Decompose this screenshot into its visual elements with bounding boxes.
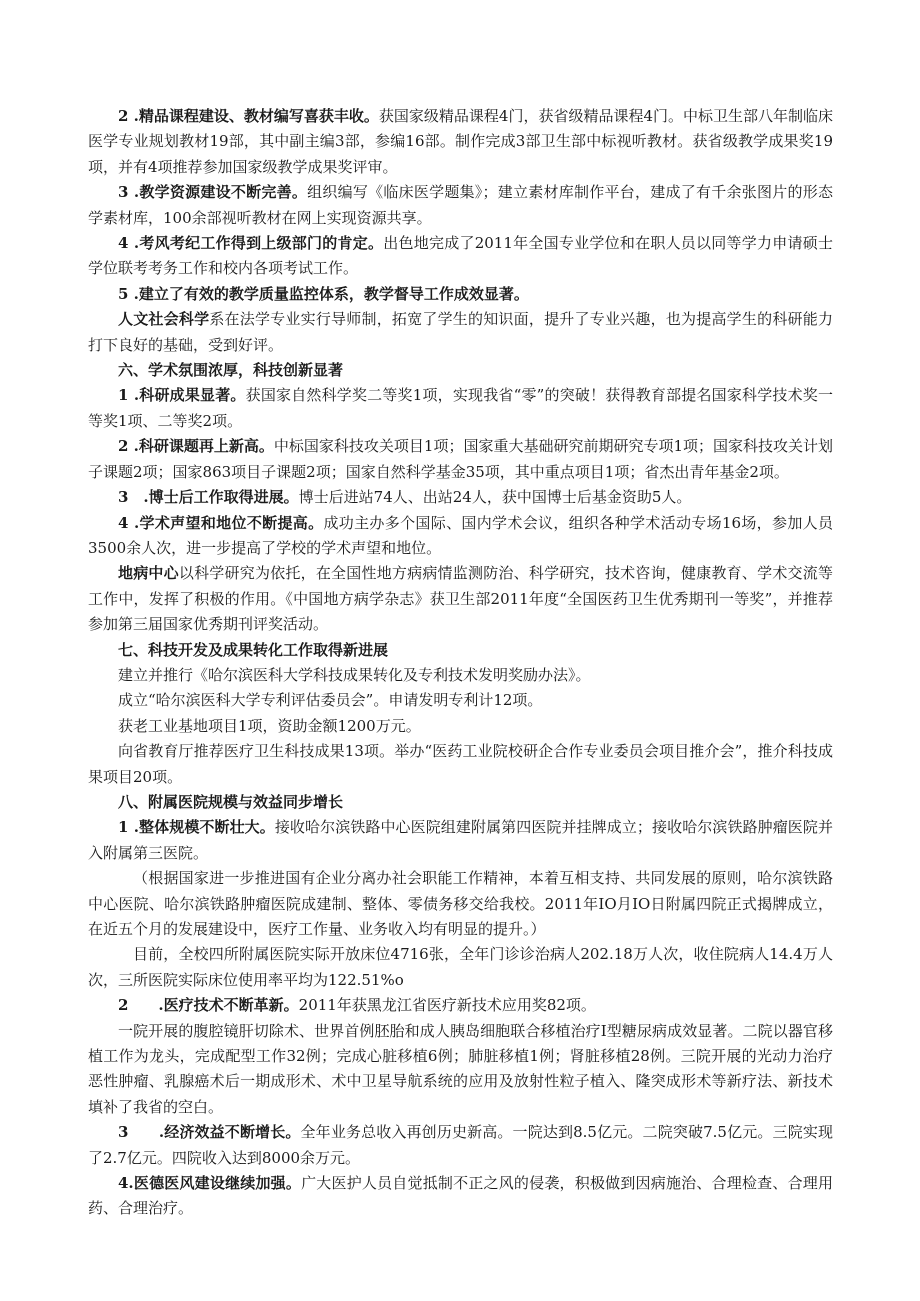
paragraph-7-c: 获老工业基地项目1项，资助金额1200万元。 xyxy=(118,716,421,735)
paragraph-6-1: 1 .科研成果显著。获国家自然科学奖二等奖1项，实现我省“零”的突破！获得教育部提名国家科学技术奖一等奖1项、二等奖2项。 xyxy=(88,386,833,430)
section-heading-7: 七、科技开发及成果转化工作取得新进展 xyxy=(118,640,389,659)
paragraph-8-note: （根据国家进一步推进国有企业分离办社会职能工作精神，本着互相支持、共同发展的原则，哈尔滨铁路中心医院、哈尔滨铁路肿瘤医院成建制、整体、零债务移交给我校。2011年IO月IO日附属四院正式揭牌成立，在近五个月的发展建设中，医疗工作量、业务收入均有明显的提升。） xyxy=(88,869,833,938)
paragraph-1: 2 .精品课程建设、教材编写喜获丰收。获国家级精品课程4门，获省级精品课程4门。中标卫生部八年制临床医学专业规划教材19部，其中副主编3部，参编16部。制作完成3部卫生部中标视听教材。获省级教学成果奖19项，并有4项推荐参加国家级教学成果奖评审。 xyxy=(88,107,833,176)
paragraph-8-4: 4.医德医风建设继续加强。广大医护人员自觉抵制不正之风的侵袭，积极做到因病施治、合理检查、合理用药、合理治疗。 xyxy=(88,1174,833,1218)
document-page xyxy=(88,104,833,1222)
paragraph-8-3: 3 .经济效益不断增长。全年业务总收入再创历史新高。一院达到8.5亿元。二院突破7.5亿元。三院实现了2.7亿元。四院收入达到8000余万元。 xyxy=(88,1123,833,1167)
paragraph-8-2: 2 .医疗技术不断革新。2011年获黑龙江省医疗新技术应用奖82项。 xyxy=(118,996,596,1015)
paragraph-6-2: 2 .科研课题再上新高。中标国家科技攻关项目1项；国家重大基础研究前期研究专项1项；国家科技攻关计划子课题2项；国家863项目子课题2项；国家自然科学基金35项，其中重点项目1项；省杰出青年基金2项。 xyxy=(88,437,833,481)
paragraph-7-a: 建立并推行《哈尔滨医科大学科技成果转化及专利技术发明奖励办法》。 xyxy=(118,665,591,684)
paragraph-endemic-center: 地病中心以科学研究为依托，在全国性地方病病情监测防治、科学研究，技术咨询，健康教育、学术交流等工作中，发挥了积极的作用。《中国地方病学杂志》获卫生部2011年度“全国医药卫生优秀期刊一等奖”，并推荐参加第三届国家优秀期刊评奖活动。 xyxy=(88,564,834,634)
paragraph-6-3: 3 .博士后工作取得进展。博士后进站74人、出站24人，获中国博士后基金资助5人。 xyxy=(118,488,692,507)
paragraph-7-d: 向省教育厅推荐医疗卫生科技成果13项。举办“医药工业院校研企合作专业委员会项目推介会”，推介科技成果项目20项。 xyxy=(88,742,833,786)
paragraph-6-4: 4 .学术声望和地位不断提高。成功主办多个国际、国内学术会议，组织各种学术活动专场16场，参加人员3500余人次，进一步提高了学校的学术声望和地位。 xyxy=(88,513,833,557)
paragraph-2: 3 .教学资源建设不断完善。组织编写《临床医学题集》；建立素材库制作平台，建成了有千余张图片的形态学素材库，100余部视听教材在网上实现资源共享。 xyxy=(88,183,833,227)
section-heading-6: 六、学术氛围浓厚，科技创新显著 xyxy=(118,361,344,380)
paragraph-4: 5 .建立了有效的教学质量监控体系，教学督导工作成效显著。 xyxy=(118,284,529,303)
paragraph-3: 4 .考风考纪工作得到上级部门的肯定。出色地完成了2011年全国专业学位和在职人员以同等学力申请硕士学位联考考务工作和校内各项考试工作。 xyxy=(88,234,833,278)
paragraph-8-2-detail: 一院开展的腹腔镜肝切除术、世界首例胚胎和成人胰岛细胞联合移植治疗I型糖尿病成效显著。二院以器官移植工作为龙头，完成配型工作32例；完成心脏移植6例；肺脏移植1例；肾脏移植28例。三院开展的光动力治疗恶性肿瘤、乳腺癌术后一期成形术、术中卫星导航系统的应用及放射性粒子植入、隆突成形术等新疗法、新技术填补了我省的空白。 xyxy=(88,1021,833,1116)
paragraph-5: 人文社会科学系在法学专业实行导师制，拓宽了学生的知识面，提升了专业兴趣，也为提高学生的科研能力打下良好的基础，受到好评。 xyxy=(88,310,833,354)
section-heading-8: 八、附属医院规模与效益同步增长 xyxy=(118,792,344,811)
paragraph-8-beds: 目前，全校四所附属医院实际开放床位4716张，全年门诊诊治病人202.18万人次，收住院病人14.4万人次，三所医院实际床位使用率平均为122.51%o xyxy=(88,945,833,989)
paragraph-7-b: 成立“哈尔滨医科大学专利评估委员会”。申请发明专利计12项。 xyxy=(118,691,543,710)
paragraph-8-1: 1 .整体规模不断壮大。接收哈尔滨铁路中心医院组建附属第四医院并挂牌成立；接收哈尔滨铁路肿瘤医院并入附属第三医院。 xyxy=(88,818,833,862)
